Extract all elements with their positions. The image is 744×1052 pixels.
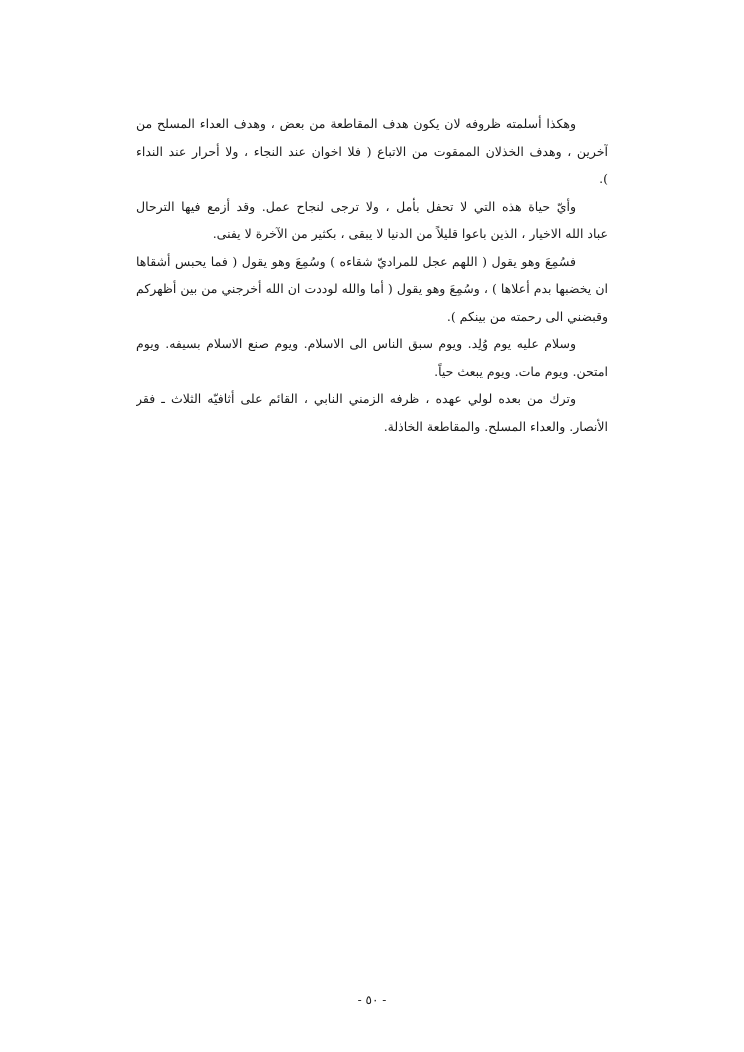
- text-line: عباد الله الاخيار ، الذين باعوا قليلاً من الدنيا لا يبقى ، بكثير من الآخرة لا يفنى.: [212, 226, 608, 241]
- text-line: وترك من بعده لولي عهده ، ظرفه الزمني النابي ، القائم على أثافيّه الثلاث ـ فقر: [136, 391, 576, 406]
- text-line: وقبضني الى رحمته من بينكم ).: [446, 308, 608, 324]
- body-text: [136, 110, 608, 440]
- text-line: وسلام عليه يوم وُلِد. ويوم سبق الناس الى الاسلام. ويوم صنع الاسلام بسيفه. ويوم: [136, 336, 576, 351]
- text-line: ان يخضبها بدم أعلاها ) ، وسُمِعَ وهو يقول ( أما والله لوددت ان الله أخرجني من بين أظهركم: [136, 281, 608, 296]
- paragraph-5: [136, 385, 608, 440]
- paragraph-1: [136, 110, 608, 193]
- text-line: الأنصار. والعداء المسلح. والمقاطعة الخاذلة.: [383, 418, 608, 434]
- paragraph-2: [136, 193, 608, 248]
- text-line: وهكذا أسلمته ظروفه لان يكون هدف المقاطعة من بعض ، وهدف العداء المسلح من: [136, 116, 576, 131]
- paragraph-3: [136, 248, 608, 331]
- text-line: وأيّ حياة هذه التي لا تحفل بأمل ، ولا ترجى لنجاح عمل. وقد أزمع فيها الترحال: [136, 198, 576, 214]
- text-line: امتحن. ويوم مات. ويوم يبعث حياً.: [434, 363, 608, 379]
- text-line: آخرين ، وهدف الخذلان الممقوت من الاتباع ( فلا اخوان عند النجاء ، ولا أحرار عند النداء: [136, 143, 608, 159]
- paragraph-4: [136, 330, 608, 385]
- text-line: ).: [599, 171, 608, 186]
- text-line: فسُمِعَ وهو يقول ( اللهم عجل للمراديّ شقاءه ) وسُمِعَ وهو يقول ( فما يحبس أشقاها: [136, 253, 576, 269]
- page-number: - ٥٠ -: [357, 993, 387, 1007]
